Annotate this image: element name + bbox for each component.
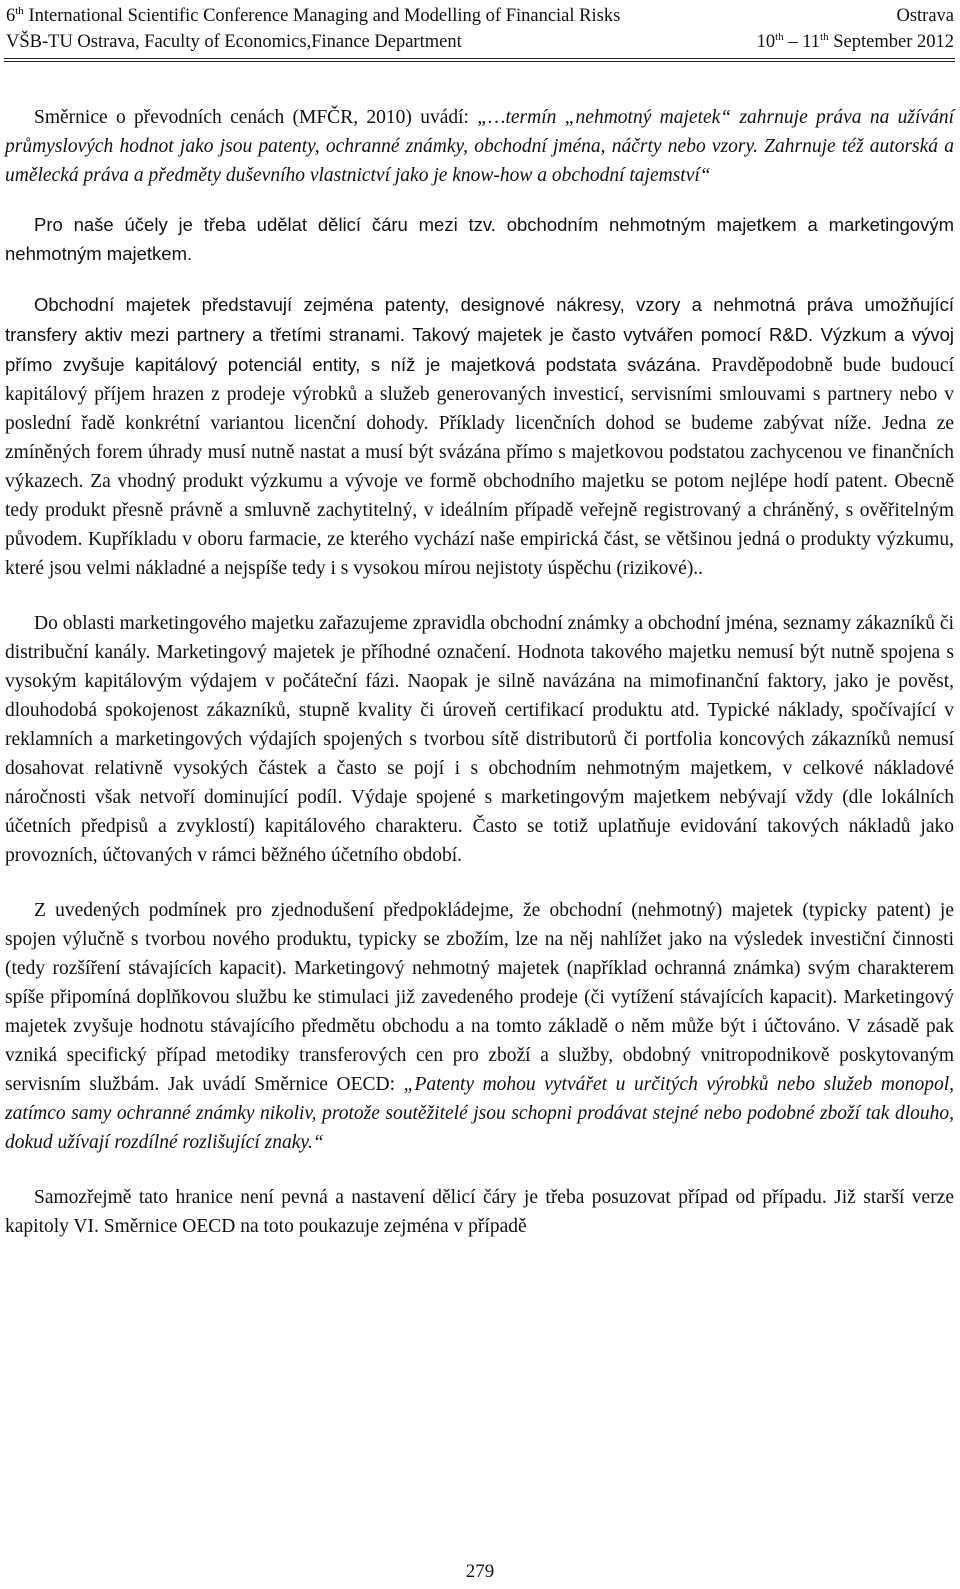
paragraph-boundary: Samozřejmě tato hranice není pevná a nastavení dělicí čáry je třeba posuzovat případ od případu. Již starší verze kapitoly VI. Směrnice OECD na toto poukazuje zejména v případě	[5, 1187, 954, 1237]
date-separator: –	[783, 32, 803, 52]
date-month-year: September 2012	[828, 32, 954, 52]
conference-ordinal-suffix: th	[15, 4, 24, 17]
date-day-start: 10	[756, 32, 776, 52]
conference-name: International Scientific Conference Managing and Modelling of Financial Risks	[23, 6, 621, 26]
date-day-end-suffix: th	[820, 30, 829, 43]
conference-city: Ostrava	[896, 6, 954, 26]
paragraph-business-assets	[5, 290, 954, 583]
conference-date	[757, 29, 954, 55]
conference-ordinal: 6	[6, 6, 16, 26]
date-day-end: 11	[802, 32, 821, 52]
page-header	[6, 3, 954, 55]
paragraph-assumptions-lead: Z uvedených podmínek pro zjednodušení předpokládejme, že obchodní (nehmotný) majetek (typicky patent) je spojen výlučně s tvorbou nového produktu, typicky se zbožím, lze na něj nahlížet jako na výsledek investiční činnosti (tedy rozšíření stávajících kapacit). Marketingový nehmotný majetek (například ochranná známka) svým charakterem spíše připomíná doplňkovou službu ke stimulaci již zavedeného prodeje (či vytížení stávajících kapacit). Marketingový majetek zvyšuje hodnotu stávajícího předmětu obchodu a na tomto základě o něm může být i účtováno. V zásadě pak vzniká specifický případ metodiky transferových cen pro zboží a služby, obdobný vnitropodnikově poskytovaným servisním službám. Jak uvádí Směrnice OECD:	[5, 900, 954, 1095]
paragraph-marketing-assets: Do oblasti marketingového majetku zařazujeme zpravidla obchodní známky a obchodní jména, seznamy zákazníků či distribuční kanály. Marketingový majetek je příhodné označení. Hodnota takového majetku nemusí být nutně spojena s vysokým kapitálovým výdajem v počáteční fázi. Naopak je silně navázána na mimofinanční faktory, jako je pověst, dlouhodobá spokojenost zákazníků, stupně kvality či úroveň certifikací produktu atd. Typické náklady, spočívající v reklamních a marketingových výdajích spojených s tvorbou sítě distributorů či portfolia koncových zákazníků nemusí dosahovat relativně vysokých částek a často se pojí i s obchodním nehmotným majetkem, v celkové nákladové náročnosti však netvoří dominující podíl. Výdaje spojené s marketingovým majetkem nebývají vždy (dle lokálních účetních předpisů a zvyklostí) kapitálového charakteru. Často se totiž uplatňuje evidování takových nákladů jako provozních, účtovaných v rámci běžného účetního období.	[5, 613, 954, 866]
paragraph-definition-lead: Směrnice o převodních cenách (MFČR, 2010) uvádí:	[34, 107, 478, 128]
body-text	[5, 103, 954, 1241]
header-rule	[4, 58, 955, 62]
paragraph-business-assets-sans: Obchodní majetek představují zejména patenty, designové nákresy, vzory a nehmotná práva umožňující transfery aktiv mezi partnery a třetími stranami. Takový majetek je často vytvářen pomocí R&D. Výzkum a vývoj přímo zvyšuje kapitálový potenciál entity, s níž je majetková podstata svázána.	[5, 294, 954, 375]
date-day-start-suffix: th	[775, 30, 784, 43]
header-row-2	[6, 29, 954, 55]
institution: VŠB-TU Ostrava, Faculty of Economics,Finance Department	[6, 32, 462, 52]
paragraph-assumptions	[5, 896, 954, 1157]
header-row-1	[6, 3, 954, 29]
paragraph-definition	[5, 103, 954, 190]
paragraph-business-assets-serif: Pravděpodobně bude budoucí kapitálový příjem hrazen z prodeje výrobků a služeb generovaných investicí, servisními smlouvami s partnery nebo v poslední řadě konkrétní variantou licenční dohody. Příklady licenčních dohod se budeme zabývat níže. Jedna ze zmíněných forem úhrady musí nutně nastat a musí být svázána přímo s majetkovou podstatou zachycenou ve finančních výkazech. Za vhodný produkt výzkumu a vývoje ve formě obchodního majetku se potom nejlépe hodí patent. Obecně tedy produkt přesně právně a smluvně zachytitelný, v ideálním případě veřejně registrovaný a chráněný, s ověřitelným původem. Kupříkladu v oboru farmacie, ze kterého vychází naše empirická část, se většinou jedná o produkty výzkumu, které jsou velmi nákladné a nejspíše tedy i s vysokou mírou nejistoty úspěchu (rizikové)..	[5, 355, 954, 579]
conference-title	[6, 3, 620, 29]
page-number: 279	[465, 1561, 495, 1582]
definition-quote: „…termín „nehmotný majetek“ zahrnuje práva na užívání průmyslových hodnot jako jsou patenty, ochranné známky, obchodní jména, náčrty nebo vzory. Zahrnuje též autorská a umělecká práva a předměty duševního vlastnictví jako je know-how a obchodní tajemství“	[5, 107, 955, 186]
oecd-quote: „Patenty mohou vytvářet u určitých výrobků nebo služeb monopol, zatímco samy ochranné známky nikoliv, protože soutěžitelé jsou schopni prodávat stejné nebo podobné zboží tak dlouho, dokud užívají rozdílné rozlišující znaky.“	[5, 1074, 954, 1153]
paragraph-distinction: Pro naše účely je třeba udělat dělicí čáru mezi tzv. obchodním nehmotným majetkem a marketingovým nehmotným majetkem.	[5, 214, 954, 264]
